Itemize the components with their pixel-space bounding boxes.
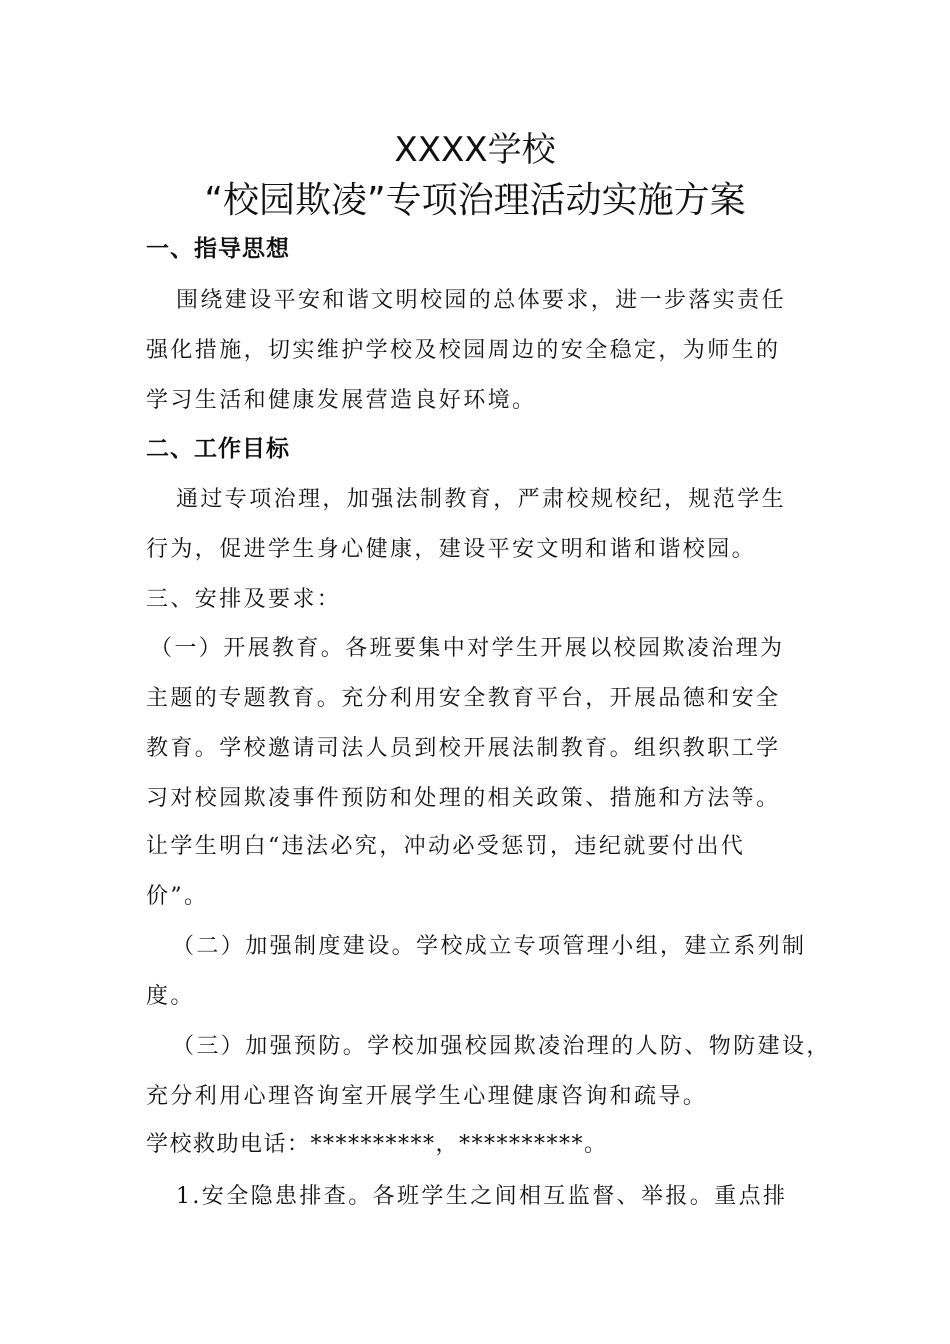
paragraph-line: 行为，促进学生身心健康，建设平安文明和谐和谐校园。 <box>146 537 757 562</box>
paragraph-line: 价”。 <box>146 884 209 909</box>
paragraph-line: （一）开展教育。各班要集中对学生开展以校园欺凌治理为 <box>150 636 785 661</box>
paragraph-line: 让学生明白“违法必究，冲动必受惩罚，违纪就要付出代 <box>146 834 746 859</box>
section-heading-guiding-ideology: 一、指导思想 <box>146 236 290 262</box>
section-heading-work-goals: 二、工作目标 <box>146 436 290 462</box>
document-title-school: XXXX学校 <box>394 130 556 170</box>
paragraph-line: （二）加强制度建设。学校成立专项管理小组，建立系列制 <box>172 934 807 959</box>
section-heading-arrangements: 三、安排及要求： <box>146 587 342 612</box>
paragraph-line: （三）加强预防。学校加强校园欺凌治理的人防、物防建设， <box>172 1034 831 1059</box>
paragraph-line: 学习生活和健康发展营造良好环境。 <box>146 388 537 413</box>
document-title-main: “校园欺凌”专项治理活动实施方案 <box>204 180 746 221</box>
paragraph-line: 教育。学校邀请司法人员到校开展法制教育。组织教职工学 <box>146 736 781 761</box>
paragraph-line: 强化措施，切实维护学校及校园周边的安全稳定，为师生的 <box>146 338 781 363</box>
paragraph-line: 通过专项治理，加强法制教育，严肃校规校纪，规范学生 <box>176 487 787 512</box>
school-hotline: 学校救助电话：**********，**********。 <box>146 1132 608 1157</box>
paragraph-line: 1.安全隐患排查。各班学生之间相互监督、举报。重点排 <box>176 1184 788 1209</box>
paragraph-line: 习对校园欺凌事件预防和处理的相关政策、措施和方法等。 <box>146 786 781 811</box>
paragraph-line: 充分利用心理咨询室开展学生心理健康咨询和疏导。 <box>146 1084 708 1109</box>
paragraph-line: 度。 <box>146 984 195 1009</box>
paragraph-line: 围绕建设平安和谐文明校园的总体要求，进一步落实责任 <box>176 288 787 313</box>
paragraph-line: 主题的专题教育。充分利用安全教育平台，开展品德和安全 <box>146 686 781 711</box>
